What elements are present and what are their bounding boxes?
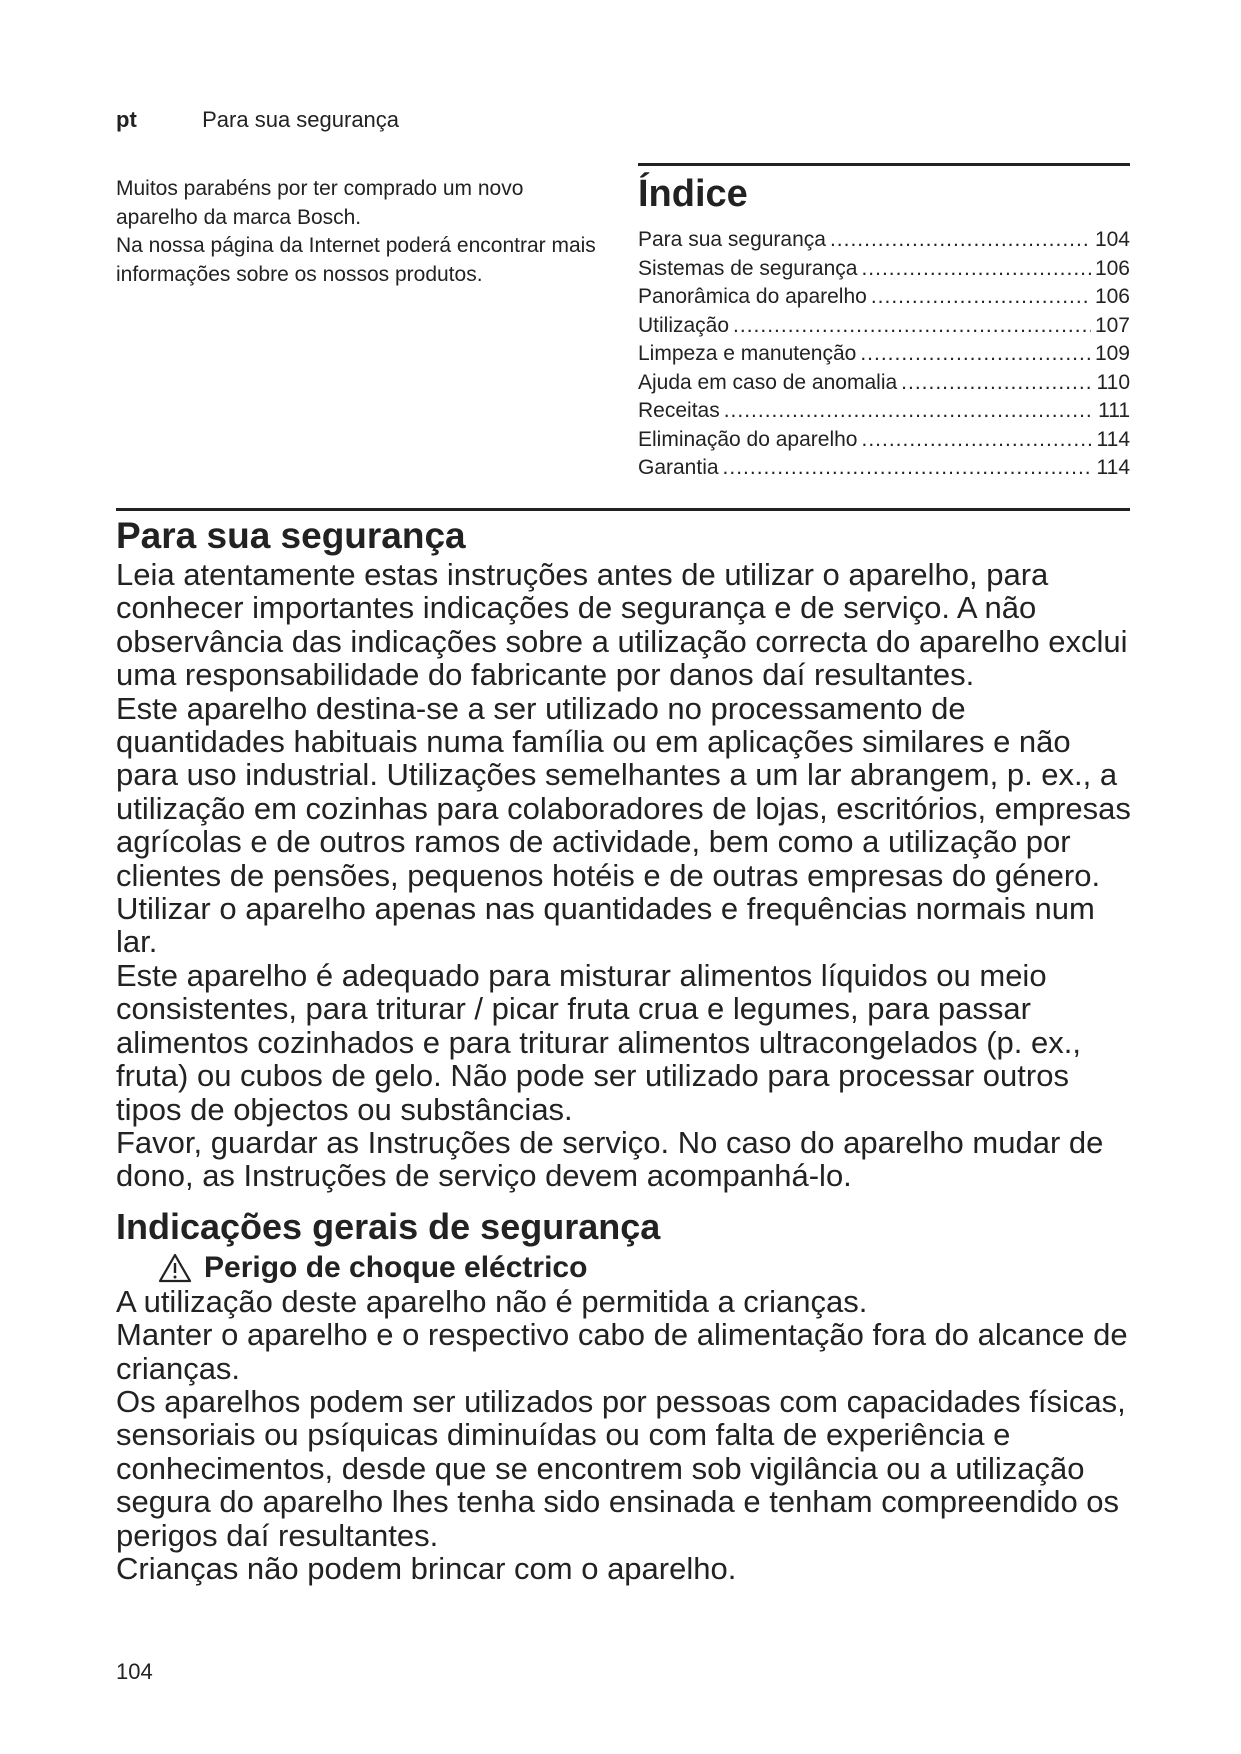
toc-leader <box>901 369 1092 398</box>
body-paragraph: Leia atentamente estas instruções antes de utilizar o aparelho, para conhecer importantes indicações de segurança e de serviço. A não observância das indicações sobre a utilização correcta do aparelho exclui uma responsabilidade do fabricante por danos daí resultantes. <box>116 557 1128 693</box>
toc-leader <box>724 397 1094 426</box>
safety-heading: Para sua segurança <box>116 515 466 556</box>
body-paragraph: Os aparelhos podem ser utilizados por pessoas com capacidades físicas, sensoriais ou psíquicas diminuídas ou com falta de experiência e conhecimentos, desde que se encontrem sob vigilância ou a utilização segura do aparelho lhes tenha sido ensinada e tenham compreendido os perigos daí resultantes. <box>116 1383 1126 1553</box>
toc-item-page: 107 <box>1094 313 1130 337</box>
table-of-contents <box>638 163 1130 483</box>
page-number: 104 <box>116 1659 153 1684</box>
warning-triangle-icon <box>158 1253 192 1283</box>
header-section-title: Para sua segurança <box>202 107 400 132</box>
toc-item-label: Utilização <box>638 313 730 337</box>
toc-item-label: Sistemas de segurança <box>638 256 858 280</box>
page-header <box>116 106 399 134</box>
toc-item[interactable] <box>638 397 1130 426</box>
toc-leader <box>861 426 1092 455</box>
body-paragraph: Favor, guardar as Instruções de serviço. No caso do aparelho mudar de dono, as Instruções de serviço devem acompanhá-lo. <box>116 1124 1104 1194</box>
intro-line: Na nossa página da Internet poderá encontrar mais informações sobre os nossos produtos. <box>116 234 596 286</box>
toc-item[interactable] <box>638 340 1130 369</box>
general-safety-heading: Indicações gerais de segurança <box>116 1205 661 1247</box>
toc-leader <box>871 283 1091 312</box>
language-code: pt <box>116 107 137 132</box>
toc-item[interactable] <box>638 426 1130 455</box>
toc-item[interactable] <box>638 369 1130 398</box>
intro-line: Muitos parabéns por ter comprado um novo aparelho da marca Bosch. <box>116 177 524 229</box>
toc-item-label: Garantia <box>638 456 719 479</box>
toc-leader <box>860 340 1091 369</box>
toc-item-label: Para sua segurança <box>638 228 826 251</box>
toc-list <box>638 226 1130 483</box>
warning-heading <box>158 1251 1136 1285</box>
main-content <box>116 514 1136 1585</box>
toc-item-page: 104 <box>1094 228 1130 251</box>
toc-item-page: 106 <box>1094 285 1130 308</box>
toc-item-page: 110 <box>1096 370 1130 394</box>
toc-item-label: Eliminação do aparelho <box>638 427 858 451</box>
toc-item-page: 106 <box>1094 256 1130 280</box>
toc-item-page: 109 <box>1094 342 1130 365</box>
toc-item-label: Ajuda em caso de anomalia <box>638 370 898 394</box>
toc-leader <box>733 312 1091 341</box>
toc-item-page: 111 <box>1098 399 1130 422</box>
toc-title: Índice <box>638 173 748 215</box>
body-paragraph: Crianças não podem brincar com o aparelho. <box>116 1550 737 1586</box>
toc-top-rule <box>638 163 1130 166</box>
toc-item-label: Limpeza e manutenção <box>638 342 857 365</box>
toc-item-label: Panorâmica do aparelho <box>638 285 867 308</box>
section-divider <box>116 508 1130 511</box>
toc-leader <box>723 454 1093 483</box>
body-paragraph: Este aparelho destina-se a ser utilizado no processamento de quantidades habituais numa família ou em aplicações similares e não para uso industrial. Utilizações semelhantes a um lar abrangem, p. ex., a utilização em cozinhas para colaboradores de lojas, escritórios, empresas agrícolas e de outros ramos de actividade, bem como a utilização por clientes de pensões, pequenos hotéis e de outras empresas do género. Utilizar o aparelho apenas nas quantidades e frequências normais num lar. <box>116 690 1131 960</box>
toc-item-label: Receitas <box>638 399 720 422</box>
toc-item[interactable] <box>638 255 1130 284</box>
toc-item[interactable] <box>638 454 1130 483</box>
toc-leader <box>830 226 1091 255</box>
toc-item[interactable] <box>638 283 1130 312</box>
body-paragraph: Manter o aparelho e o respectivo cabo de alimentação fora do alcance de crianças. <box>116 1317 1128 1386</box>
toc-leader <box>861 255 1090 284</box>
toc-item-page: 114 <box>1096 427 1130 451</box>
intro-text <box>116 175 606 289</box>
warning-title: Perigo de choque eléctrico <box>204 1250 588 1284</box>
body-paragraph: A utilização deste aparelho não é permitida a crianças. <box>116 1283 868 1319</box>
toc-item-page: 114 <box>1096 456 1130 479</box>
toc-item[interactable] <box>638 312 1130 341</box>
body-paragraph: Este aparelho é adequado para misturar alimentos líquidos ou meio consistentes, para triturar / picar fruta crua e legumes, para passar alimentos cozinhados e para triturar alimentos ultracongelados (p. ex., fruta) ou cubos de gelo. Não pode ser utilizado para processar outros tipos de objectos ou substâncias. <box>116 957 1081 1127</box>
toc-item[interactable] <box>638 226 1130 255</box>
